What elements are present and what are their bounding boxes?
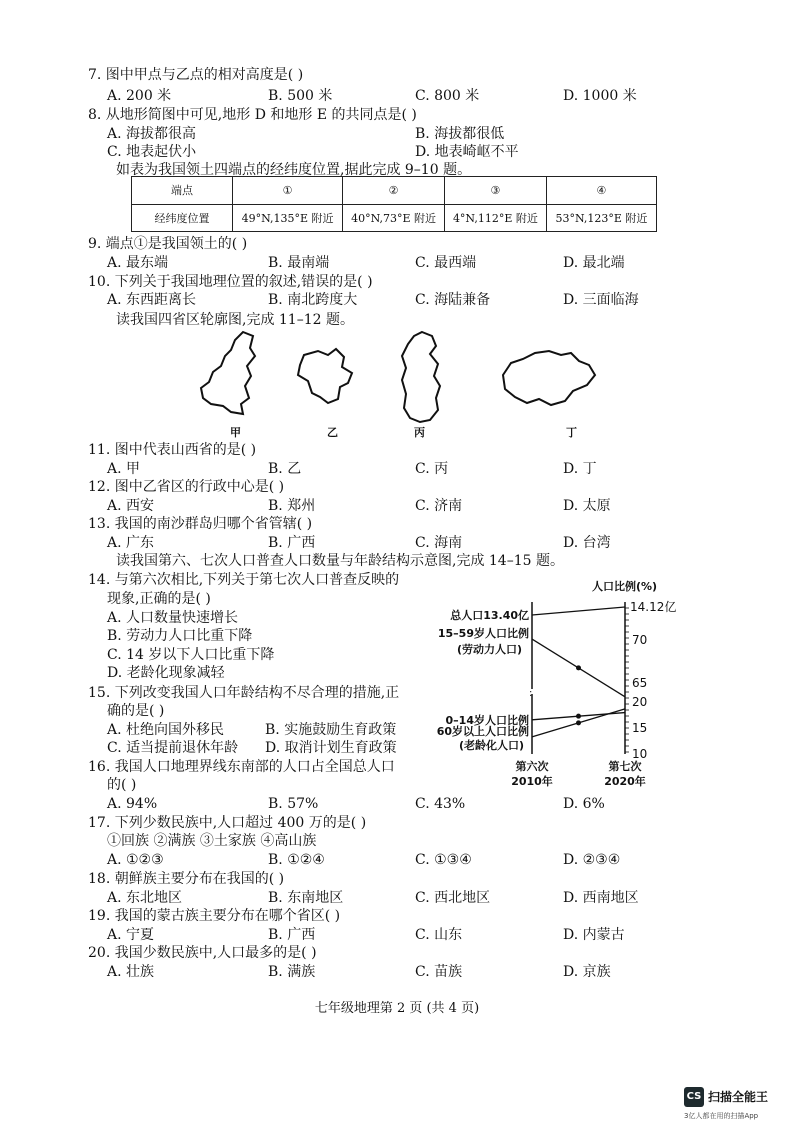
- q8-option-b: B. 海拔都很低: [415, 126, 505, 142]
- q7-option-b: B. 500 米: [268, 88, 333, 104]
- series-point-child-share: [576, 714, 581, 719]
- q16-option-b: B. 57%: [268, 796, 319, 812]
- q12-option-c: C. 济南: [415, 498, 463, 514]
- table-header-row: [132, 177, 657, 205]
- q13-option-b: B. 广西: [268, 535, 316, 551]
- y-axis-label: 人口比例(%): [592, 580, 658, 593]
- q8-option-a: A. 海拔都很高: [107, 126, 197, 142]
- question-11-stem: 11. 图中代表山西省的是( ): [88, 442, 257, 458]
- series-label-labour-share: 15–59岁人口比例: [437, 627, 529, 641]
- q18-option-d: D. 西南地区: [563, 890, 639, 906]
- series-label-total-population: 总人口13.40亿: [450, 609, 529, 622]
- q12-option-a: A. 西安: [107, 498, 155, 514]
- q14-option-c: C. 14 岁以下人口比重下降: [107, 647, 275, 663]
- q19-option-d: D. 内蒙古: [563, 927, 625, 943]
- q7-option-a: A. 200 米: [107, 88, 172, 104]
- q7-option-d: D. 1000 米: [563, 88, 637, 104]
- series-label-elderly-share: 60岁以上人口比例: [436, 724, 529, 738]
- question-12-stem: 12. 图中乙省区的行政中心是( ): [88, 479, 285, 495]
- q20-option-d: D. 京族: [563, 964, 611, 980]
- x-tick-label: 第六次: [515, 760, 549, 773]
- province-label: 丁: [566, 426, 577, 439]
- q10-option-d: D. 三面临海: [563, 292, 639, 308]
- q17-option-a: A. ①②③: [107, 852, 164, 868]
- q13-option-d: D. 台湾: [563, 535, 611, 551]
- q16-option-d: D. 6%: [563, 796, 605, 812]
- question-14-stem: 14. 与第六次相比,下列关于第七次人口普查反映的: [88, 572, 400, 588]
- province-label: 甲: [230, 426, 241, 439]
- question-19-stem: 19. 我国的蒙古族主要分布在哪个省区( ): [88, 908, 341, 924]
- q20-option-c: C. 苗族: [415, 964, 463, 980]
- table-cell: 53°N,123°E 附近: [546, 204, 656, 232]
- q14-option-a: A. 人口数量快速增长: [107, 610, 239, 626]
- q18-option-c: C. 西北地区: [415, 890, 491, 906]
- q9-option-b: B. 最南端: [268, 255, 330, 271]
- q16-option-a: A. 94%: [107, 796, 158, 812]
- y-tick-label: 70: [632, 632, 648, 647]
- q20-option-b: B. 满族: [268, 964, 316, 980]
- table-cell: 49°N,135°E 附近: [233, 204, 343, 232]
- q19-option-b: B. 广西: [268, 927, 316, 943]
- q13-option-a: A. 广东: [107, 535, 155, 551]
- x-tick-label: 2010年: [511, 775, 553, 788]
- q7-option-c: C. 800 米: [415, 88, 480, 104]
- scanner-tagline: 3亿人都在用的扫描App: [684, 1112, 759, 1120]
- q11-option-d: D. 丁: [563, 461, 597, 477]
- series-label-elderly-share-note: (老龄化人口): [458, 738, 524, 752]
- question-18-stem: 18. 朝鲜族主要分布在我国的( ): [88, 871, 285, 887]
- q12-option-b: B. 郑州: [268, 498, 316, 514]
- table-row: [132, 204, 657, 232]
- intro-9-10: 如表为我国领土四端点的经纬度位置,据此完成 9–10 题。: [116, 162, 472, 178]
- table-header-cell: ①: [233, 177, 343, 205]
- question-7-stem: 7. 图中甲点与乙点的相对高度是( ): [88, 67, 304, 83]
- y-tick-label: 65: [632, 676, 648, 690]
- question-17-choices: ①回族 ②满族 ③土家族 ④高山族: [107, 833, 317, 849]
- q10-option-a: A. 东西距离长: [107, 292, 197, 308]
- province-label: 乙: [327, 426, 338, 439]
- series-label-labour-share-note: (劳动力人口): [456, 643, 522, 657]
- province-outline-yi: [292, 345, 362, 410]
- page-footer: 七年级地理第 2 页 (共 4 页): [314, 1001, 480, 1016]
- q8-option-c: C. 地表起伏小: [107, 144, 197, 160]
- q15-option-b: B. 实施鼓励生育政策: [265, 722, 397, 738]
- question-15-stem: 15. 下列改变我国人口年龄结构不尽合理的措施,正: [88, 685, 400, 701]
- province-outline-bing: [392, 328, 452, 428]
- q14-option-d: D. 老龄化现象减轻: [107, 665, 225, 681]
- table-cell: 40°N,73°E 附近: [343, 204, 445, 232]
- question-15-stem-cont: 确的是( ): [107, 703, 165, 719]
- q19-option-c: C. 山东: [415, 927, 463, 943]
- series-line-total-population: [532, 607, 625, 615]
- y-tick-label: 15: [632, 721, 648, 736]
- y-tick-label: 20: [632, 695, 648, 710]
- q10-option-c: C. 海陆兼备: [415, 292, 491, 308]
- table-header-cell: ④: [546, 177, 656, 205]
- question-13-stem: 13. 我国的南沙群岛归哪个省管辖( ): [88, 516, 313, 532]
- table-cell: 经纬度位置: [132, 204, 233, 232]
- question-20-stem: 20. 我国少数民族中,人口最多的是( ): [88, 945, 317, 961]
- q8-option-d: D. 地表崎岖不平: [415, 144, 519, 160]
- intro-11-12: 读我国四省区轮廓图,完成 11–12 题。: [116, 312, 354, 328]
- q10-option-b: B. 南北跨度大: [268, 292, 358, 308]
- table-header-cell: ②: [343, 177, 445, 205]
- q20-option-a: A. 壮族: [107, 964, 155, 980]
- series-point-elderly-share: [576, 720, 581, 725]
- q9-option-a: A. 最东端: [107, 255, 169, 271]
- q9-option-c: C. 最西端: [415, 255, 477, 271]
- q15-option-d: D. 取消计划生育政策: [265, 740, 397, 756]
- q16-option-c: C. 43%: [415, 796, 466, 812]
- q12-option-d: D. 太原: [563, 498, 611, 514]
- question-16-stem: 16. 我国人口地理界线东南部的人口占全国总人口: [88, 759, 395, 775]
- q17-option-d: D. ②③④: [563, 852, 621, 868]
- q17-option-c: C. ①③④: [415, 852, 472, 868]
- series-label-child-share: 0–14岁人口比例: [445, 713, 529, 727]
- q14-option-b: B. 劳动力人口比重下降: [107, 628, 253, 644]
- question-17-stem: 17. 下列少数民族中,人口超过 400 万的是( ): [88, 815, 367, 831]
- question-10-stem: 10. 下列关于我国地理位置的叙述,错误的是( ): [88, 274, 373, 290]
- province-label: 丙: [414, 426, 425, 439]
- province-outline-ding: [493, 345, 603, 410]
- population-census-chart: [410, 572, 690, 802]
- x-tick-label: 2020年: [604, 775, 646, 788]
- q19-option-a: A. 宁夏: [107, 927, 155, 943]
- y-tick-label: 10: [632, 747, 648, 761]
- q11-option-c: C. 丙: [415, 461, 449, 477]
- q18-option-a: A. 东北地区: [107, 890, 183, 906]
- question-16-stem-cont: 的( ): [107, 777, 137, 793]
- q9-option-d: D. 最北端: [563, 255, 625, 271]
- scanner-logo-icon: CS: [684, 1087, 704, 1107]
- province-outline-jia: [195, 328, 270, 418]
- q15-option-a: A. 杜绝向国外移民: [107, 722, 225, 738]
- x-tick-label: 第七次: [608, 760, 642, 773]
- table-header-cell: 端点: [132, 177, 233, 205]
- q18-option-b: B. 东南地区: [268, 890, 344, 906]
- q17-option-b: B. ①②④: [268, 852, 325, 868]
- intro-14-15: 读我国第六、七次人口普查人口数量与年龄结构示意图,完成 14–15 题。: [116, 553, 564, 569]
- question-8-stem: 8. 从地形简图中可见,地形 D 和地形 E 的共同点是( ): [88, 107, 417, 123]
- question-14-stem-cont: 现象,正确的是( ): [107, 591, 211, 607]
- data-label-total-2020: 14.12亿: [630, 600, 677, 614]
- q13-option-c: C. 海南: [415, 535, 463, 551]
- q15-option-c: C. 适当提前退休年龄: [107, 740, 239, 756]
- table-header-cell: ③: [444, 177, 546, 205]
- scanner-app-name: 扫描全能王: [708, 1090, 769, 1104]
- q11-option-b: B. 乙: [268, 461, 302, 477]
- question-9-stem: 9. 端点①是我国领土的( ): [88, 236, 248, 252]
- table-cell: 4°N,112°E 附近: [444, 204, 546, 232]
- series-point-labour-share: [576, 665, 581, 670]
- endpoint-coordinates-table: [131, 176, 657, 232]
- axis-break-mark: :: [529, 688, 533, 699]
- q11-option-a: A. 甲: [107, 461, 141, 477]
